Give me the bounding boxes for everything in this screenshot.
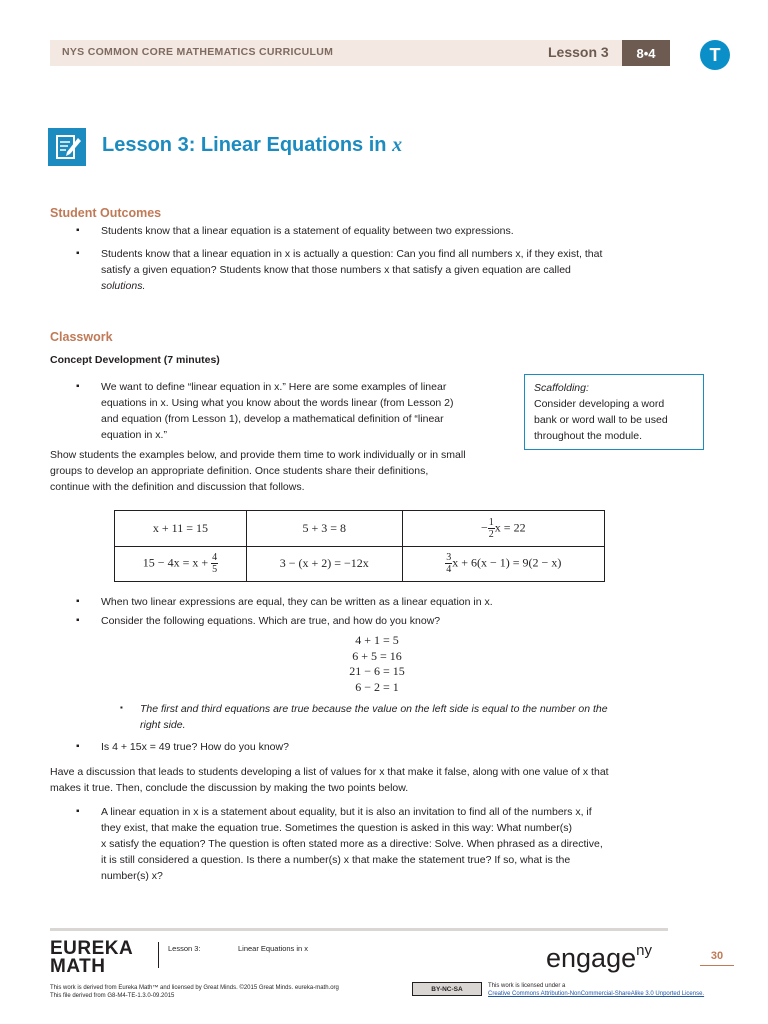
answer-line-1: The first and third equations are true because the value on the left side is equal to the number on the (140, 703, 608, 715)
fraction (488, 517, 495, 540)
footer-credit-1: This work is derived from Eureka Math™ and licensed by Great Minds. ©2015 Great Minds. eureka-math.org (50, 985, 339, 991)
teacher-badge: T (700, 40, 730, 70)
outcome-2-line-2: satisfy a given equation? Students know that those numbers x that satisfy a given equation are called (101, 264, 571, 276)
footer-rule (50, 928, 668, 931)
scaffolding-line-3: throughout the module. (534, 430, 642, 442)
table-row (115, 511, 605, 547)
equation: 6 − 2 = 1 (355, 679, 399, 694)
bullet-marker: ▪ (76, 225, 80, 236)
final-line-3: x satisfy the equation? The question is often stated more as a directive: Solve. When phrased as a directive, (101, 838, 603, 850)
equation: 4 + 1 = 5 (355, 633, 399, 647)
intro-line-3: and equation (from Lesson 1), develop a mathematical definition of “linear (101, 413, 444, 425)
bullet-marker: ▪ (76, 741, 80, 752)
intro-line-1: We want to define “linear equation in x.” Here are some examples of linear (101, 381, 447, 393)
equation-list (327, 633, 427, 695)
bullet-marker: ▪ (76, 806, 80, 817)
two-linear-bullet: When two linear expressions are equal, they can be written as a linear equation in x. (101, 596, 493, 608)
header-lesson: Lesson 3 (548, 44, 609, 60)
lesson-pencil-icon (48, 128, 86, 166)
fraction-numerator: 3 (446, 552, 452, 564)
outcome-2-line-3: solutions. (101, 280, 146, 292)
table-cell (115, 511, 247, 547)
examples-table (114, 510, 605, 582)
final-line-5: number(s) x? (101, 870, 163, 882)
footer-credit-2: This file derived from G8-M4-TE-1.3.0-09.2015 (50, 993, 175, 999)
license-text: This work is licensed under a (488, 983, 566, 989)
fraction-numerator: 1 (488, 516, 494, 528)
show-line-2: groups to develop an appropriate definition. Once students share their definitions, (50, 465, 429, 477)
example-6-tail: x + 6(x − 1) = 9(2 − x) (452, 555, 562, 570)
show-line-1: Show students the examples below, and provide them time to work individually or in small (50, 449, 466, 461)
outcome-1: Students know that a linear equation is a statement of equality between two expressions. (101, 225, 514, 237)
engageny-logo: engage$^{ny}$ (546, 942, 652, 973)
page-title: Lesson 3: Linear Equations in x (102, 134, 403, 156)
page-number: 30 (700, 950, 734, 966)
scaffolding-line-2: bank or word wall to be used (534, 414, 668, 426)
example-5: 3 − (x + 2) = −12x (279, 556, 369, 571)
sub-bullet-marker: ▪ (120, 703, 123, 712)
table-cell (115, 546, 247, 582)
scaffolding-line-1: Consider developing a word (534, 398, 665, 410)
outcome-2-line-1: Students know that a linear equation in x is actually a question: Can you find all numbers x, if they exist, that (101, 248, 603, 260)
student-outcomes-heading: Student Outcomes (50, 206, 162, 220)
license-link[interactable]: Creative Commons Attribution-NonCommercial-ShareAlike 3.0 Unported License. (488, 991, 705, 997)
table-cell (402, 511, 604, 547)
concept-development-heading: Concept Development (7 minutes) (50, 354, 220, 366)
fraction-denominator: 4 (446, 564, 452, 576)
example-1: x + 11 = 15 (152, 520, 208, 535)
intro-line-2: equations in x. Using what you know about the words linear (from Lesson 2) (101, 397, 454, 409)
example-2: 5 + 3 = 8 (302, 520, 347, 535)
bullet-marker: ▪ (76, 248, 80, 259)
final-line-1: A linear equation in x is a statement about equality, but it is also an invitation to find all of the numbers x, if (101, 806, 592, 818)
table-row (115, 546, 605, 582)
example-4-lead: 15 − 4x = x + (142, 555, 212, 570)
fraction-denominator: 5 (212, 564, 218, 576)
footer-lesson-label: Lesson 3: (168, 944, 201, 953)
fraction-denominator: 2 (488, 528, 494, 540)
discussion-line-2: makes it true. Then, conclude the discussion by making the two points below. (50, 782, 409, 794)
example-3-lead: − (481, 520, 488, 534)
intro-line-4: equation in x.” (101, 429, 167, 441)
table-cell (246, 511, 402, 547)
example-3-tail: x = 22 (494, 520, 526, 534)
bullet-marker: ▪ (76, 615, 80, 626)
curriculum-label: NYS COMMON CORE MATHEMATICS CURRICULUM (62, 46, 334, 58)
eureka-math-logo: EUREKA MATH (50, 938, 134, 977)
equation: 6 + 5 = 16 (352, 648, 402, 663)
consider-bullet: Consider the following equations. Which are true, and how do you know? (101, 615, 441, 627)
table-cell (402, 546, 604, 582)
cc-license-badge: BY-NC-SA (412, 982, 482, 996)
footer-lesson-name: Linear Equations in x (238, 944, 309, 953)
scaffolding-title: Scaffolding: (534, 382, 589, 394)
is-true-bullet: Is 4 + 15x = 49 true? How do you know? (101, 741, 289, 753)
final-line-4: it is still considered a question. Is there a number(s) x that make the statement true? If so, what is the (101, 854, 571, 866)
table-cell (246, 546, 402, 582)
fraction (211, 552, 218, 575)
scaffolding-box (524, 374, 704, 450)
classwork-heading: Classwork (50, 330, 113, 344)
answer-line-2: right side. (140, 719, 186, 731)
final-line-2: they exist, that make the equation true. Sometimes the question is asked in this way: What number(s) (101, 822, 572, 834)
fraction-numerator: 4 (212, 552, 218, 564)
bullet-marker: ▪ (76, 381, 80, 392)
module-badge: 8•4 (622, 40, 670, 66)
show-line-3: continue with the definition and discussion that follows. (50, 481, 305, 493)
equation: 21 − 6 = 15 (349, 664, 405, 678)
bullet-marker: ▪ (76, 596, 80, 607)
footer-divider (158, 942, 159, 968)
discussion-line-1: Have a discussion that leads to students developing a list of values for x that make it false, along with one value of x that (50, 766, 609, 778)
